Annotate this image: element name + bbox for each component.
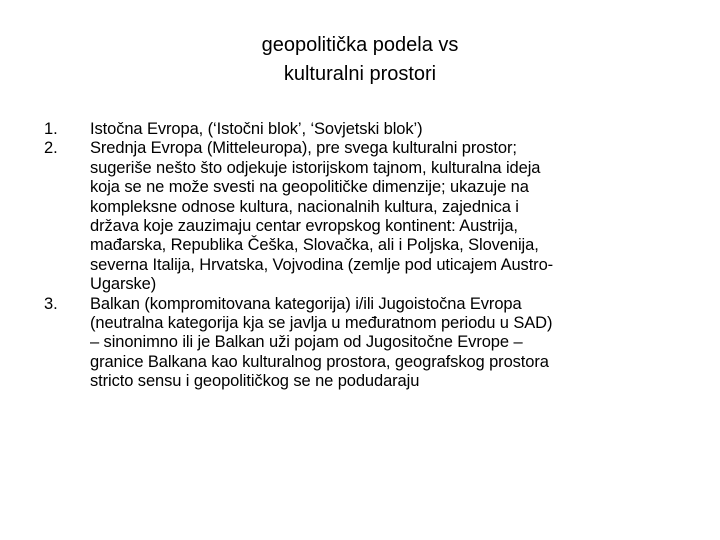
list-text-2: [90, 139, 684, 294]
text-line: kompleksne odnose kultura, nacionalnih kultura, zajednica i: [90, 197, 519, 216]
text-line: severna Italija, Hrvatska, Vojvodina (zemlje pod uticajem Austro-: [90, 255, 554, 274]
text-line: Ugarske): [90, 275, 157, 294]
text-line: granice Balkana kao kulturalnog prostora, geografskog prostora: [90, 352, 549, 371]
list-text-1: [90, 120, 684, 139]
text-line: stricto sensu i geopolitičkog se ne podudaraju: [90, 372, 420, 391]
text-line: sugeriše nešto što odjekuje istorijskom tajnom, kulturalna ideja: [90, 158, 541, 177]
list-item-3: [44, 295, 684, 392]
text-line: (neutralna kategorija kja se javlja u međuratnom periodu u SAD): [90, 314, 553, 333]
list-number-1: 1.: [44, 120, 58, 138]
text-line: Srednja Evropa (Mitteleuropa), pre svega kulturalni prostor;: [90, 139, 517, 158]
list-item-2: [44, 139, 684, 294]
text-line: mađarska, Republika Češka, Slovačka, ali i Poljska, Slovenija,: [90, 236, 539, 255]
slide-title: [0, 31, 720, 89]
list-item-1: [44, 120, 684, 139]
list-text-3: [90, 295, 684, 392]
list-number-3: 3.: [44, 294, 58, 313]
text-line: država koje zauzimaju centar evropskog kontinent: Austrija,: [90, 217, 518, 236]
text-line: – sinonimno ili je Balkan uži pojam od Jugositočne Evrope –: [90, 333, 523, 352]
list-number-2: 2.: [44, 139, 58, 158]
numbered-list: [44, 120, 684, 392]
title-line-2: kulturalni prostori: [283, 63, 437, 85]
text-line: koja se ne može svesti na geopolitičke dimenzije; ukazuje na: [90, 178, 529, 197]
text-line: Istočna Evropa, (‘Istočni blok’, ‘Sovjetski blok’): [90, 120, 423, 138]
text-line: Balkan (kompromitovana kategorija) i/ili Jugoistočna Evropa: [90, 294, 522, 313]
title-line-1: geopolitička podela vs: [261, 34, 459, 56]
